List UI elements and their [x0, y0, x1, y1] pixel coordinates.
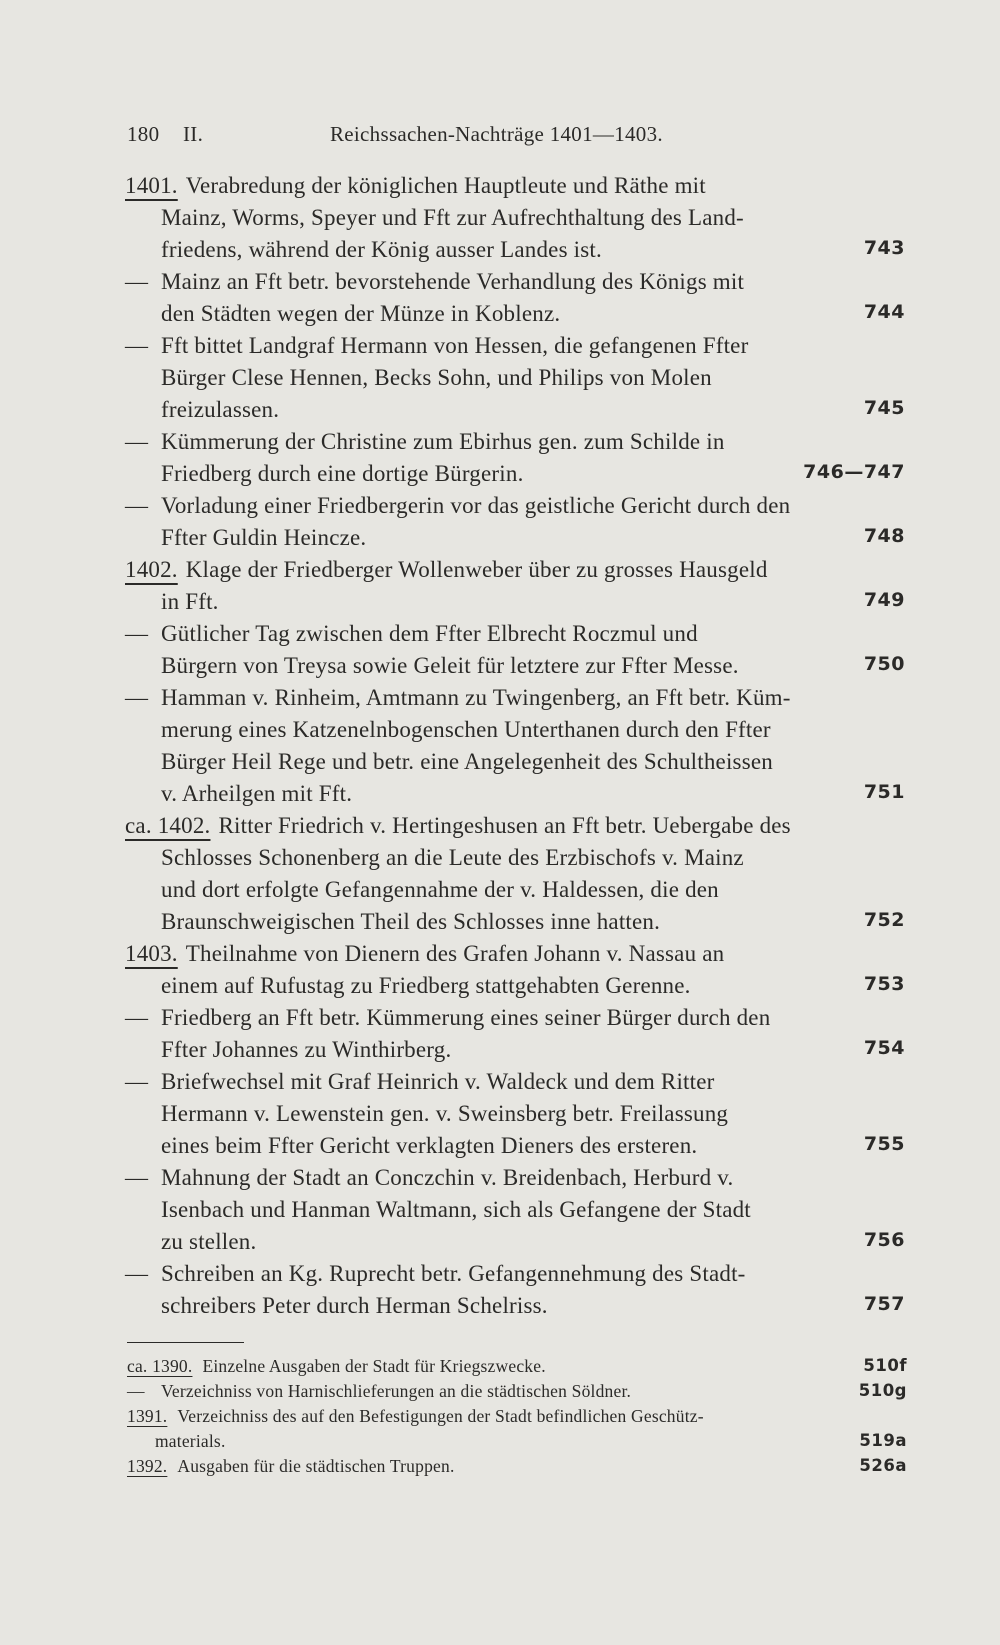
entry-line [125, 1290, 905, 1322]
entry-line [125, 650, 905, 682]
entry-text: Ritter Friedrich v. Hertingeshusen an Fft betr. Uebergabe des [218, 813, 791, 838]
entry-text: Friedberg an Fft betr. Kümmerung eines seiner Bürger durch den [161, 1005, 771, 1030]
register-entry [125, 1258, 905, 1322]
entry-text: Fft bittet Landgraf Hermann von Hessen, die gefangenen Ffter [161, 333, 749, 358]
entry-text: freizulassen. [161, 397, 280, 422]
entry-year: 1392. [127, 1456, 168, 1476]
entry-text: v. Arheilgen mit Fft. [161, 781, 353, 806]
register-entry [125, 330, 905, 426]
entry-text: Isenbach und Hanman Waltmann, sich als Gefangene der Stadt [161, 1197, 751, 1222]
entry-dash: — [125, 621, 149, 646]
entry-number: 748 [863, 525, 905, 547]
entry-text: Ffter Guldin Heincze. [161, 525, 367, 550]
entry-text: friedens, während der König ausser Landes ist. [161, 237, 602, 262]
entry-line [125, 1130, 905, 1162]
entry-line [127, 1354, 907, 1379]
supplement-entry [127, 1454, 907, 1479]
register-entry [125, 1002, 905, 1066]
entry-line [125, 266, 905, 298]
entry-text: Schlosses Schonenberg an die Leute des Erzbischofs v. Mainz [161, 845, 744, 870]
entry-dash: — [125, 1069, 149, 1094]
entry-number: 757 [863, 1293, 905, 1315]
entry-number: 510g [858, 1381, 907, 1400]
entry-line [125, 362, 905, 394]
entry-number: 746—747 [803, 461, 905, 483]
entry-dash: — [125, 1261, 149, 1286]
entry-line [125, 554, 905, 586]
entry-text: und dort erfolgte Gefangennahme der v. Haldessen, die den [161, 877, 719, 902]
supplement-entry [127, 1404, 907, 1454]
entry-line [125, 682, 905, 714]
entry-text: materials. [155, 1431, 226, 1451]
entry-text: eines beim Ffter Gericht verklagten Dieners des ersteren. [161, 1133, 698, 1158]
entry-text: Schreiben an Kg. Ruprecht betr. Gefangennehmung des Stadt- [161, 1261, 746, 1286]
entry-number: 756 [863, 1229, 905, 1251]
entry-line [125, 970, 905, 1002]
entry-text: Braunschweigischen Theil des Schlosses inne hatten. [161, 909, 661, 934]
entry-line [125, 1002, 905, 1034]
entry-line [125, 938, 905, 970]
entry-text: zu stellen. [161, 1229, 257, 1254]
entry-number: 755 [863, 1133, 905, 1155]
entry-dash: — [125, 1165, 149, 1190]
entry-text: Verzeichniss von Harnischlieferungen an die städtischen Söldner. [161, 1381, 632, 1401]
entry-text: Mainz, Worms, Speyer und Fft zur Aufrechthaltung des Land- [161, 205, 744, 230]
entry-text: schreibers Peter durch Herman Schelriss. [161, 1293, 548, 1318]
register-entry [125, 1066, 905, 1162]
entry-text: Briefwechsel mit Graf Heinrich v. Waldeck und dem Ritter [161, 1069, 715, 1094]
supplement-list [127, 1354, 907, 1479]
entry-line [125, 778, 905, 810]
entry-text: Theilnahme von Dienern des Grafen Johann v. Nassau an [185, 941, 725, 966]
section-number: II. [183, 122, 204, 146]
entry-line [125, 906, 905, 938]
entry-number: 744 [863, 301, 905, 323]
entry-dash: — [125, 493, 149, 518]
register-entry [125, 266, 905, 330]
register-entry [125, 490, 905, 554]
supplement-entry [127, 1354, 907, 1379]
entry-text: Hamman v. Rinheim, Amtmann zu Twingenberg, an Fft betr. Küm- [161, 685, 791, 710]
register-entry [125, 682, 905, 810]
entry-line [125, 1066, 905, 1098]
entry-dash: — [125, 685, 149, 710]
entry-year: 1403. [125, 941, 178, 966]
entry-dash: — [125, 333, 149, 358]
entry-list [125, 170, 905, 1322]
register-entry [125, 938, 905, 1002]
entry-text: Ffter Johannes zu Winthirberg. [161, 1037, 452, 1062]
entry-number: 749 [863, 589, 905, 611]
entry-line [125, 810, 905, 842]
entry-number: 754 [863, 1037, 905, 1059]
entry-line [125, 298, 905, 330]
footnote-rule [127, 1342, 244, 1343]
entry-line [125, 1258, 905, 1290]
entry-text: Einzelne Ausgaben der Stadt für Kriegszwecke. [202, 1356, 546, 1376]
entry-line [125, 330, 905, 362]
running-title: Reichssachen-Nachträge 1401—1403. [330, 122, 663, 146]
entry-text: den Städten wegen der Münze in Koblenz. [161, 301, 561, 326]
entry-line [125, 714, 905, 746]
entry-text: Ausgaben für die städtischen Truppen. [177, 1456, 455, 1476]
entry-dash: — [125, 269, 149, 294]
entry-number: 510f [863, 1356, 907, 1375]
entry-text: Klage der Friedberger Wollenweber über zu grosses Hausgeld [185, 557, 768, 582]
entry-text: Mainz an Fft betr. bevorstehende Verhandlung des Königs mit [161, 269, 745, 294]
register-entry [125, 618, 905, 682]
entry-line [125, 746, 905, 778]
supplement-entry [127, 1379, 907, 1404]
register-entry [125, 554, 905, 618]
entry-number: 753 [863, 973, 905, 995]
entry-line [125, 234, 905, 266]
entry-text: Verzeichniss des auf den Befestigungen der Stadt befindlichen Geschütz- [177, 1406, 704, 1426]
entry-year: 1402. [125, 557, 178, 582]
entry-text: Friedberg durch eine dortige Bürgerin. [161, 461, 524, 486]
entry-line [125, 1194, 905, 1226]
entry-dash: — [125, 1005, 149, 1030]
entry-text: in Fft. [161, 589, 219, 614]
entry-text: Vorladung einer Friedbergerin vor das geistliche Gericht durch den [161, 493, 791, 518]
entry-line [127, 1379, 907, 1404]
entry-line [125, 490, 905, 522]
entry-text: Gütlicher Tag zwischen dem Ffter Elbrecht Roczmul und [161, 621, 698, 646]
page-number: 180 [127, 122, 160, 146]
entry-text: Verabredung der königlichen Hauptleute und Räthe mit [185, 173, 706, 198]
entry-dash: — [127, 1381, 145, 1401]
entry-line [125, 842, 905, 874]
entry-line [125, 202, 905, 234]
entry-line [125, 618, 905, 650]
entry-line [125, 458, 905, 490]
entry-number: 519a [859, 1431, 907, 1450]
entry-line [125, 1162, 905, 1194]
entry-line [125, 586, 905, 618]
entry-line [127, 1429, 907, 1454]
register-entry [125, 810, 905, 938]
entry-text: Kümmerung der Christine zum Ebirhus gen. zum Schilde in [161, 429, 725, 454]
entry-year: 1391. [127, 1406, 168, 1426]
entry-dash: — [125, 429, 149, 454]
entry-line [125, 1226, 905, 1258]
entry-year: ca. 1390. [127, 1356, 193, 1376]
entry-number: 743 [863, 237, 905, 259]
entry-number: 526a [859, 1456, 907, 1475]
entry-text: einem auf Rufustag zu Friedberg stattgehabten Gerenne. [161, 973, 691, 998]
entry-line [127, 1454, 907, 1479]
entry-number: 745 [863, 397, 905, 419]
entry-line [125, 1034, 905, 1066]
entry-line [125, 426, 905, 458]
entry-text: Bürger Heil Rege und betr. eine Angelegenheit des Schultheissen [161, 749, 773, 774]
entry-line [125, 874, 905, 906]
entry-number: 750 [863, 653, 905, 675]
register-entry [125, 170, 905, 266]
running-header [127, 116, 907, 152]
entry-line [125, 1098, 905, 1130]
entry-text: Bürger Clese Hennen, Becks Sohn, und Philips von Molen [161, 365, 712, 390]
entry-text: Bürgern von Treysa sowie Geleit für letztere zur Ffter Messe. [161, 653, 739, 678]
entry-line [127, 1404, 907, 1429]
entry-text: Mahnung der Stadt an Conczchin v. Breidenbach, Herburd v. [161, 1165, 734, 1190]
entry-line [125, 522, 905, 554]
entry-number: 752 [863, 909, 905, 931]
entry-year: ca. 1402. [125, 813, 211, 838]
register-entry [125, 426, 905, 490]
entry-year: 1401. [125, 173, 178, 198]
register-entry [125, 1162, 905, 1258]
entry-text: Hermann v. Lewenstein gen. v. Sweinsberg betr. Freilassung [161, 1101, 729, 1126]
entry-line [125, 394, 905, 426]
entry-text: merung eines Katzenelnbogenschen Unterthanen durch den Ffter [161, 717, 771, 742]
entry-line [125, 170, 905, 202]
entry-number: 751 [863, 781, 905, 803]
